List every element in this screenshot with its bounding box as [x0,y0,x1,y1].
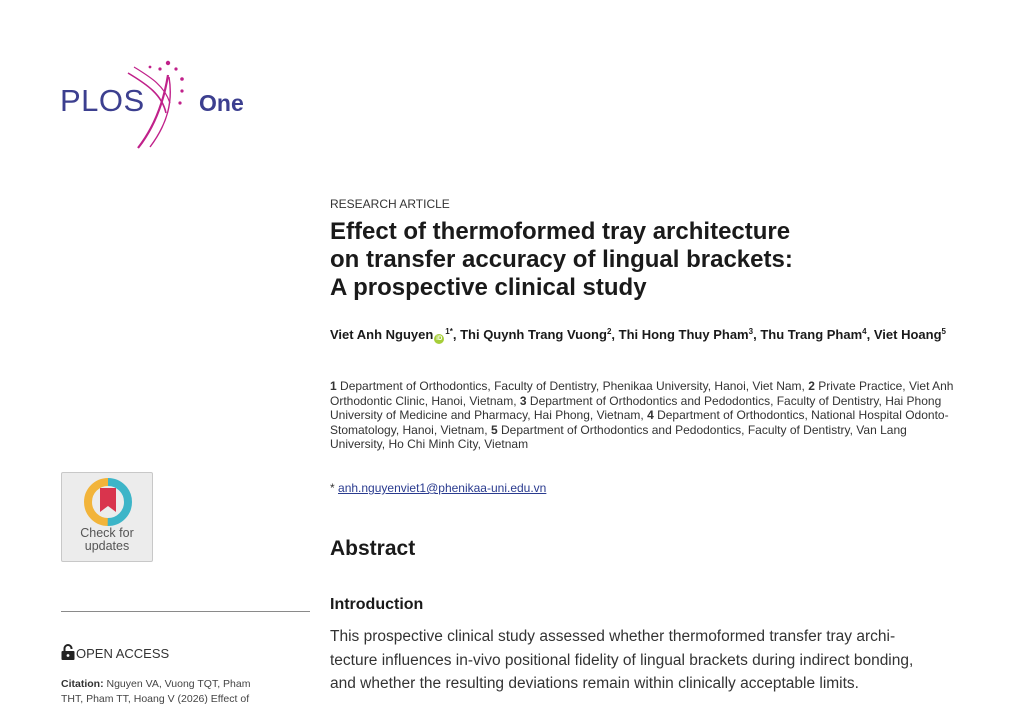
author-sup: 2 [606,327,612,336]
text-line: tecture influences in-vivo positional fidelity of lingual brackets during indirect bonding, [330,651,914,669]
introduction-heading: Introduction [330,596,424,613]
affiliation-text: Department of Orthodontics, National Hospital Odonto-Stomatology, Hanoi, Vietnam, [330,408,949,437]
affiliation-number: 4 [647,408,654,422]
open-access-label: OPEN ACCESS [76,646,170,661]
affiliation-number: 3 [519,393,527,408]
affiliation-number: 1 [330,379,337,393]
correspondence [330,481,546,495]
citation-text: THT, Pham TT, Hoang V (2026) Effect of [61,693,250,705]
author-name[interactable]: Thi Quynh Trang Vuong [460,327,607,342]
affiliation-text: Private Practice, Viet Anh Orthodontic Clinic, Hanoi, Vietnam, [330,379,954,408]
journal-logo[interactable] [60,55,260,150]
citation-text: Nguyen VA, Vuong TQT, Pham [103,678,251,690]
crossmark-icon [84,478,132,526]
article-title [330,218,890,302]
author-sup: 5 [941,327,946,336]
author-name[interactable]: Thu Trang Pham [760,327,863,342]
author-sup: 3 [748,327,754,336]
author-sup: 1* [445,327,453,336]
affiliation-text: Department of Orthodontics and Pedodontics, Faculty of Dentistry, Hai Phong University of Medicine and Pharmacy, Hai Phong, Vietnam, [330,393,942,422]
check-line: updates [84,539,130,553]
sidebar-divider [61,611,310,612]
title-line: Effect of thermoformed tray architecture [330,218,791,245]
open-access-badge [61,644,169,661]
affiliation-number: 5 [490,422,498,437]
author-name[interactable]: Viet Hoang [873,327,942,342]
affiliations [330,379,960,452]
affiliation-text: Department of Orthodontics and Pedodontics, Faculty of Dentistry, Van Lang University, Ho Chi Minh City, Vietnam [330,422,907,451]
affiliation-number: 2 [808,379,815,393]
affiliation-text: Department of Orthodontics, Faculty of Dentistry, Phenikaa University, Hanoi, Viet Nam, [340,379,805,393]
author-sup: 4 [862,327,867,336]
text-line: and whether the resulting deviations remain within clinically acceptable limits. [330,675,859,692]
title-line: on transfer accuracy of lingual brackets: [330,246,793,273]
journal-name: PLOS [60,83,145,118]
journal-sub: One [199,90,244,116]
citation [61,677,291,707]
correspondence-email-link[interactable]: anh.nguyenviet1@phenikaa-uni.edu.vn [338,481,547,495]
open-lock-icon [61,644,75,660]
check-for-updates-label [62,527,152,553]
abstract-heading: Abstract [330,537,416,560]
check-line: Check for [80,526,134,540]
author-name[interactable]: Viet Anh Nguyen [330,327,434,342]
text-line: This prospective clinical study assessed whether thermoformed transfer tray archi- [330,628,896,645]
article-type: RESEARCH ARTICLE [330,197,450,211]
author-name[interactable]: Thi Hong Thuy Pham [618,327,749,342]
citation-label: Citation: [61,678,104,690]
author-list: Viet Anh Nguyen $iD^{1*}$, Thi Quynh Trang Vuong$^2$, Thi Hong Thuy Pham$^3$, Thu Trang Pham$^4$, Viet Hoang$^5$ [330,327,946,342]
orcid-icon[interactable]: iD [436,336,443,342]
title-line: A prospective clinical study [330,274,647,301]
introduction-text [330,625,970,696]
check-for-updates-button[interactable] [61,472,153,562]
correspondence-marker: * [330,481,335,495]
